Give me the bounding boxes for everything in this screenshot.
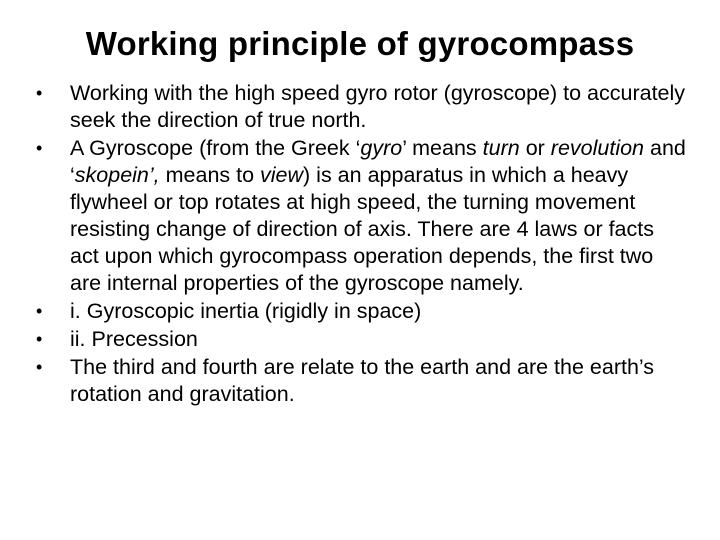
bullet-text: The third and fourth are relate to the earth and are the earth’s rotation and gravitation.: [70, 355, 655, 406]
italic-term-view: view: [260, 163, 304, 187]
bullet-item: [36, 354, 686, 408]
bullet-icon: •: [36, 301, 43, 321]
text-segment: ) is an apparatus in which a heavy flywheel or top rotates at high speed, the turning movement resisting change of direction of axis. There are 4 laws or facts act upon which gyrocompass operation depends, the first two are internal properties of the gyroscope namely.: [70, 163, 654, 295]
slide-title: Working principle of gyrocompass: [85, 25, 635, 62]
bullet-item: [36, 135, 686, 297]
bullet-item: [36, 80, 686, 134]
italic-term-turn: turn: [482, 136, 520, 160]
text-segment: or: [519, 136, 551, 160]
italic-term-revolution: revolution: [550, 136, 645, 160]
bullet-icon: •: [36, 357, 43, 377]
bullet-text: Working with the high speed gyro rotor (gyroscope) to accurately seek the direction of true north.: [70, 81, 686, 132]
bullet-text: [70, 136, 686, 295]
bullet-text: ii. Precession: [70, 327, 198, 351]
text-segment: and ‘: [70, 136, 686, 187]
bullet-list: [36, 80, 686, 409]
text-segment: ’ means: [402, 136, 483, 160]
bullet-icon: •: [36, 83, 43, 103]
bullet-icon: •: [36, 138, 43, 158]
italic-term-gyro: gyro: [360, 136, 403, 160]
bullet-item: [36, 326, 686, 353]
bullet-text: i. Gyroscopic inertia (rigidly in space): [70, 299, 422, 323]
text-segment: A Gyroscope (from the Greek ‘: [70, 136, 361, 160]
italic-term-skopein: skopein’,: [74, 163, 160, 187]
bullet-item: [36, 298, 686, 325]
bullet-icon: •: [36, 329, 43, 349]
text-segment: means to: [159, 163, 261, 187]
